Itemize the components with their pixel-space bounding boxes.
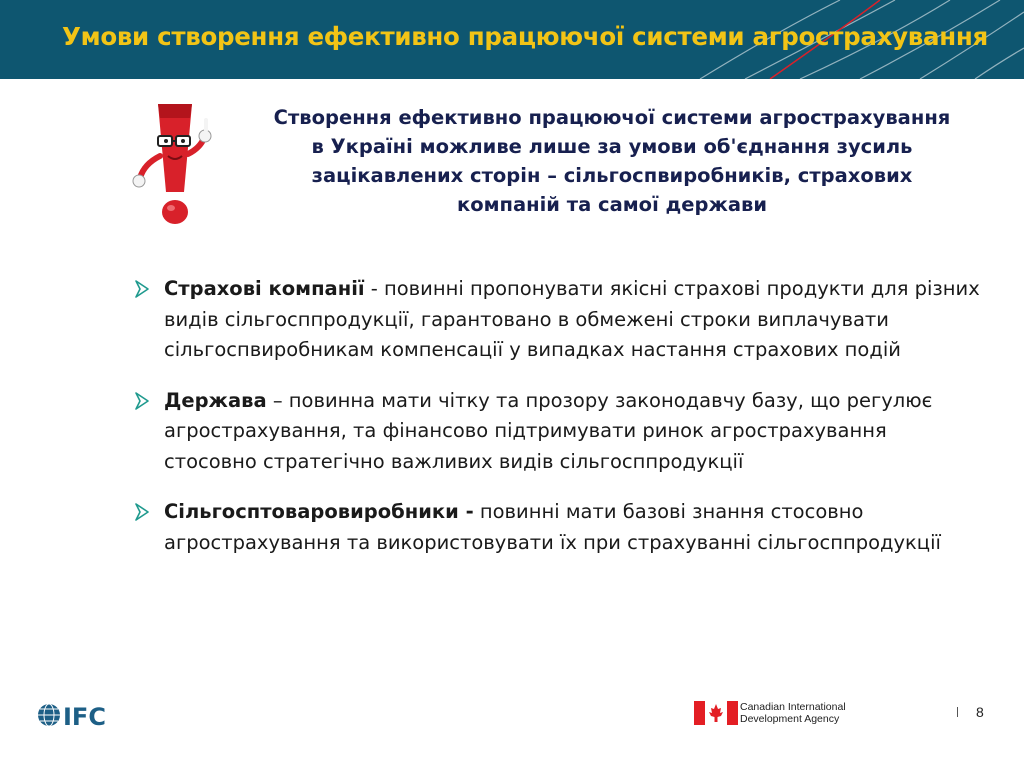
bullet-agro-producers <box>134 497 984 558</box>
bullet-heading: Сільгосптоваровиробники - <box>164 500 474 523</box>
page-number: 8 <box>976 704 984 720</box>
header-band <box>0 0 1024 79</box>
page-separator <box>957 707 958 717</box>
bullet-text: – повинна мати чітку та прозору законодавчу базу, що регулює агрострахування, та фінансово підтримувати ринок агрострахування стосовно стратегічно важливих видів сільгосппродукції <box>164 388 933 473</box>
intro-statement <box>232 103 992 219</box>
cida-line: Canadian International <box>740 701 846 713</box>
slide-title: Умови створення ефективно працюючої системи агрострахування <box>62 22 988 51</box>
intro-line: в Україні можливе лише за умови об'єднання зусиль <box>311 135 913 158</box>
bullet-list <box>134 274 984 558</box>
intro-line: Створення ефективно працюючої системи агрострахування <box>273 106 951 129</box>
intro-line: зацікавлених сторін – сільгоспвиробників, страхових <box>311 164 913 187</box>
maple-leaf-icon <box>694 701 738 725</box>
exclamation-mascot-icon <box>126 96 222 232</box>
ifc-logo-text: IFC <box>63 703 106 730</box>
globe-icon <box>37 700 117 730</box>
bullet-text: - повинні пропонувати якісні страхові продукти для різних видів сільгосппродукції, гарантовано в обмежені строки виплачувати сільгоспвиробникам компенсації у випадках настання страхових подій <box>164 277 980 361</box>
arrow-bullet-icon <box>134 279 150 299</box>
cida-name <box>740 701 860 725</box>
bullet-state <box>134 386 984 478</box>
arrow-bullet-icon <box>134 502 150 522</box>
ifc-logo <box>37 700 117 734</box>
bullet-heading: Страхові компанії <box>164 277 365 300</box>
bullet-text: повинні мати базові знання стосовно агрострахування та використовувати їх при страхуванні сільгосппродукції <box>164 500 941 554</box>
arrow-bullet-icon <box>134 391 150 411</box>
bullet-heading: Держава <box>164 388 267 412</box>
cida-line: Development Agency <box>740 713 840 725</box>
bullet-insurance-companies <box>134 274 984 366</box>
intro-line: компаній та самої держави <box>456 193 768 216</box>
